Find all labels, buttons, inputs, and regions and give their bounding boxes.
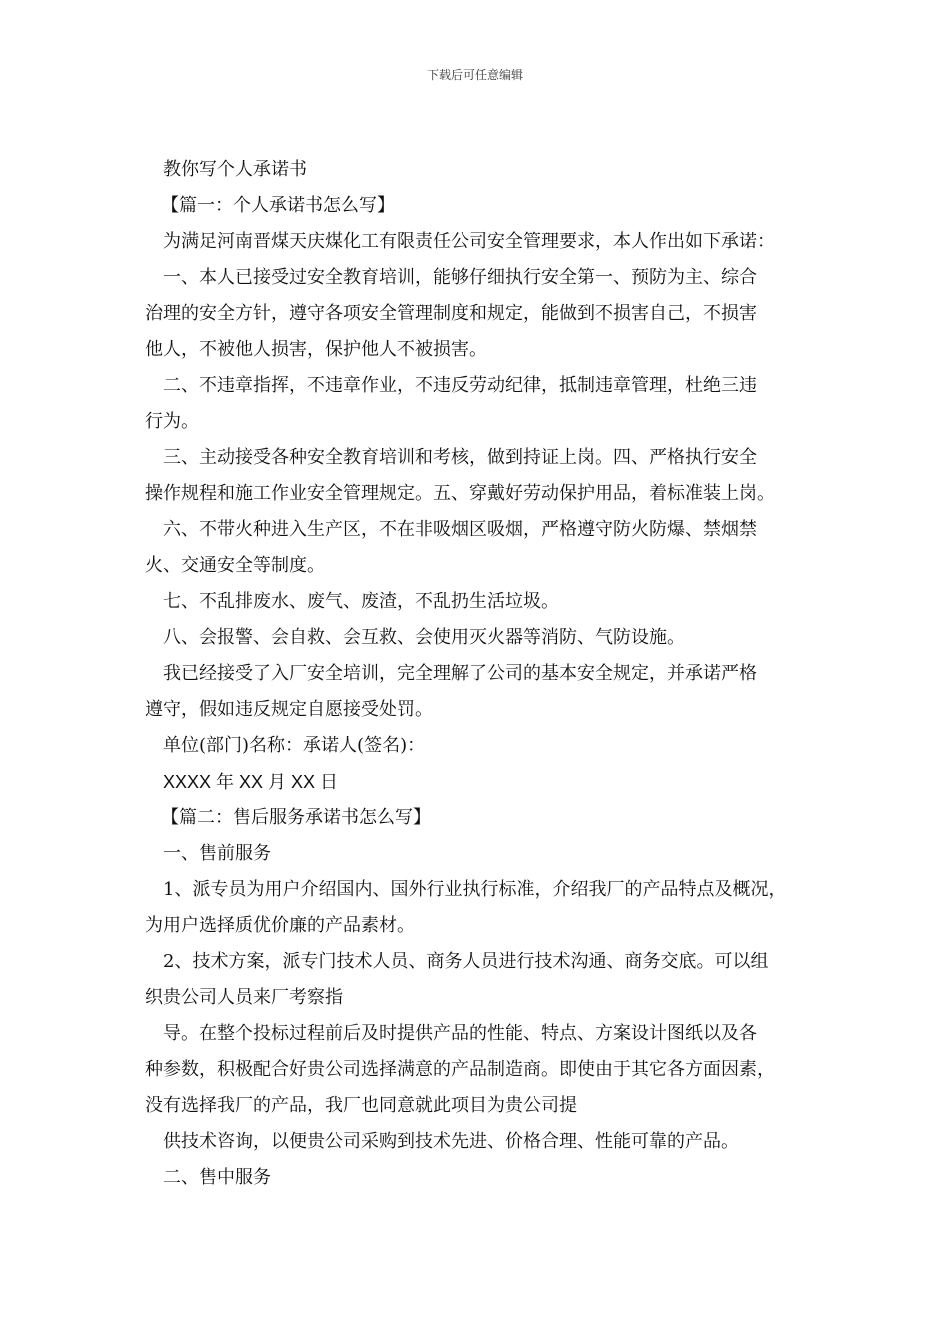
- date-line: XXXX 年 XX 月 XX 日: [163, 772, 339, 792]
- paragraph-line: 二、不违章指挥，不违章作业，不违反劳动纪律，抵制违章管理，杜绝三违: [163, 375, 757, 396]
- paragraph-line: 为用户选择质优价廉的产品素材。: [145, 915, 415, 936]
- paragraph-line: 遵守，假如违反规定自愿接受处罚。: [145, 699, 433, 720]
- paragraph-line: 治理的安全方针，遵守各项安全管理制度和规定，能做到不损害自己，不损害: [145, 303, 757, 324]
- paragraph-line: 导。在整个投标过程前后及时提供产品的性能、特点、方案设计图纸以及各: [163, 1023, 757, 1044]
- paragraph-line: 七、不乱排废水、废气、废渣，不乱扔生活垃圾。: [163, 591, 559, 612]
- paragraph-line: 火、交通安全等制度。: [145, 555, 325, 576]
- document-title: 教你写个人承诺书: [163, 159, 307, 180]
- section-heading-1: 【篇一：个人承诺书怎么写】: [161, 195, 395, 216]
- paragraph-line: 种参数，积极配合好贵公司选择满意的产品制造商。即使由于其它各方面因素，: [145, 1059, 775, 1080]
- paragraph-line: 1、派专员为用户介绍国内、国外行业执行标准，介绍我厂的产品特点及概况，: [163, 879, 787, 900]
- paragraph-line: 没有选择我厂的产品，我厂也同意就此项目为贵公司提: [145, 1095, 577, 1116]
- page-header-note: 下载后可任意编辑: [426, 68, 523, 82]
- section-heading-2: 【篇二：售后服务承诺书怎么写】: [161, 807, 431, 828]
- paragraph-line: 三、主动接受各种安全教育培训和考核，做到持证上岗。四、严格执行安全: [163, 447, 757, 468]
- paragraph-line: 我已经接受了入厂安全培训，完全理解了公司的基本安全规定，并承诺严格: [163, 663, 757, 684]
- paragraph-line: 操作规程和施工作业安全管理规定。五、穿戴好劳动保护用品，着标准装上岗。: [145, 483, 775, 504]
- subsection-heading: 一、售前服务: [163, 843, 271, 864]
- paragraph-line: 行为。: [145, 411, 199, 432]
- document-body: [145, 152, 815, 1196]
- paragraph-line: 织贵公司人员来厂考察指: [145, 987, 343, 1008]
- paragraph-line: 供技术咨询，以便贵公司采购到技术先进、价格合理、性能可靠的产品。: [163, 1131, 739, 1152]
- paragraph-line: 一、本人已接受过安全教育培训，能够仔细执行安全第一、预防为主、综合: [163, 267, 757, 288]
- paragraph-line: 八、会报警、会自救、会互救、会使用灭火器等消防、气防设施。: [163, 627, 685, 648]
- subsection-heading: 二、售中服务: [163, 1167, 271, 1188]
- paragraph-line: 他人，不被他人损害，保护他人不被损害。: [145, 339, 487, 360]
- paragraph-line: 2、技术方案，派专门技术人员、商务人员进行技术沟通、商务交底。可以组: [163, 951, 769, 972]
- paragraph-line: 为满足河南晋煤天庆煤化工有限责任公司安全管理要求，本人作出如下承诺：: [163, 231, 775, 252]
- signature-line: 单位(部门)名称：承诺人(签名)：: [163, 735, 426, 756]
- paragraph-line: 六、不带火种进入生产区，不在非吸烟区吸烟，严格遵守防火防爆、禁烟禁: [163, 519, 757, 540]
